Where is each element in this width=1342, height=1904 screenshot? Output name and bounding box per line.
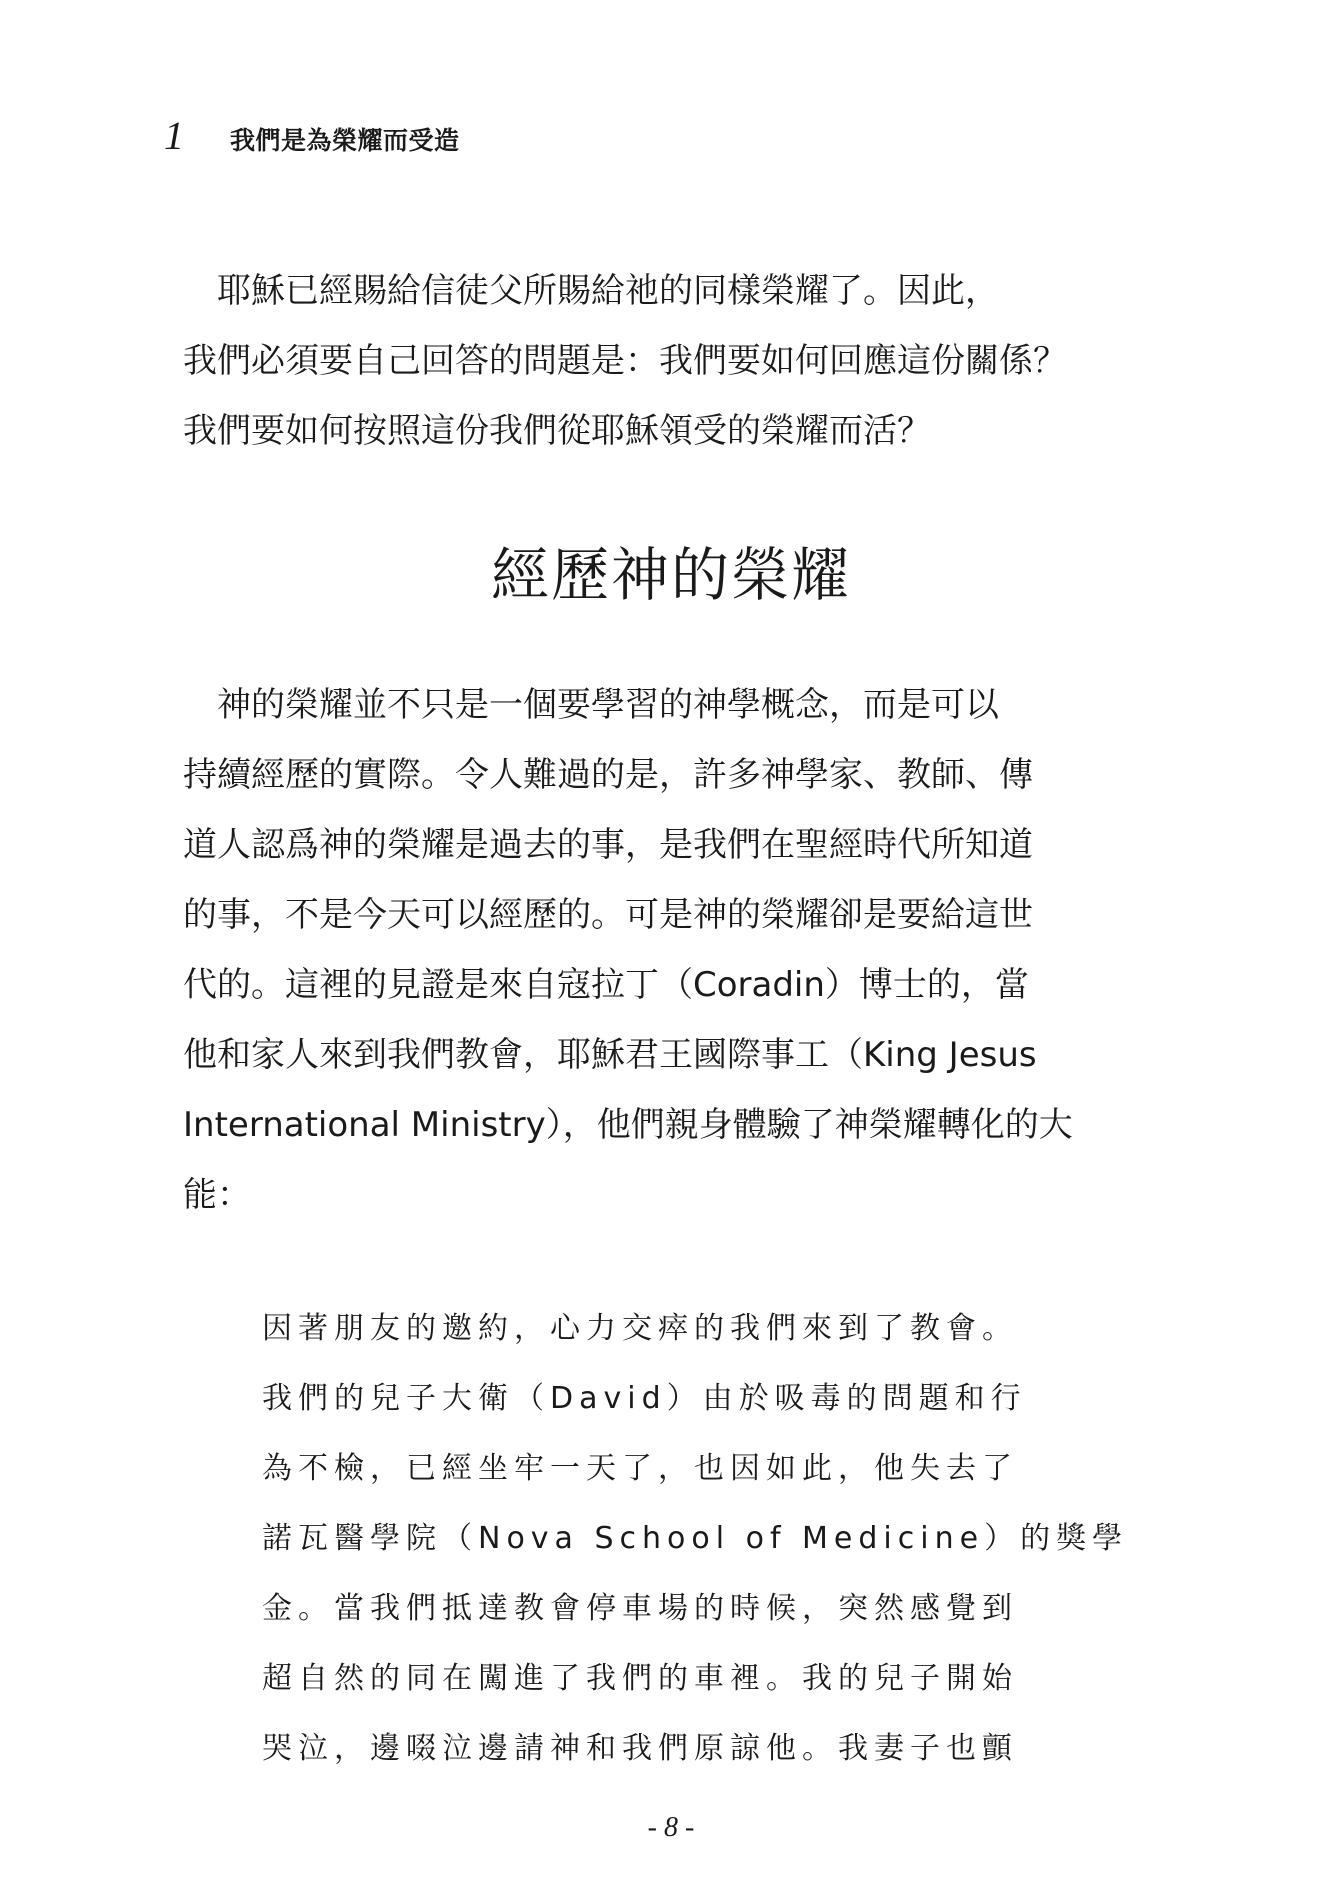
chapter-number: 1: [164, 113, 184, 158]
quote-line: 金。當我們抵達教會停車場的時候，突然感覺到: [262, 1591, 1018, 1626]
testimony-quote: [262, 1294, 1129, 1784]
paragraph-line: International Ministry），他們親身體驗了神榮耀轉化的大: [183, 1105, 1073, 1145]
quote-line: 哭泣，邊啜泣邊請神和我們原諒他。我妻子也顫: [262, 1731, 1018, 1766]
quote-line: 因著朋友的邀約，心力交瘁的我們來到了教會。: [262, 1311, 1018, 1346]
paragraph-line: 的事，不是今天可以經歷的。可是神的榮耀卻是要給這世: [183, 895, 1033, 935]
paragraph-line: 代的。這裡的見證是來自寇拉丁（Coradin）博士的，當: [183, 965, 1029, 1005]
paragraph-line: 耶穌已經賜給信徒父所賜給祂的同樣榮耀了。因此，: [183, 271, 999, 311]
quote-line: 諾瓦醫學院（Nova School of Medicine）的獎學: [262, 1521, 1129, 1556]
paragraph-line: 能：: [183, 1175, 251, 1215]
quote-line: 超自然的同在闖進了我們的車裡。我的兒子開始: [262, 1661, 1018, 1696]
main-paragraph: [183, 670, 1148, 1230]
paragraph-line: 持續經歷的實際。令人難過的是，許多神學家、教師、傳: [183, 755, 1033, 795]
section-heading: 經歷神的榮耀: [490, 541, 851, 609]
paragraph-line: 我們必須要自己回答的問題是：我們要如何回應這份關係？: [183, 341, 1067, 381]
paragraph-line: 道人認爲神的榮耀是過去的事，是我們在聖經時代所知道: [183, 825, 1033, 865]
running-header: [164, 112, 460, 162]
paragraph-line: 神的榮耀並不只是一個要學習的神學概念，而是可以: [183, 685, 999, 725]
chapter-title: 我們是為榮耀而受造: [230, 126, 460, 155]
quote-line: 為不檢，已經坐牢一天了，也因如此，他失去了: [262, 1451, 1018, 1486]
quote-line: 我們的兒子大衛（David）由於吸毒的問題和行: [262, 1381, 1027, 1416]
page-number: - 8 -: [647, 1812, 695, 1843]
intro-paragraph: [183, 256, 1148, 466]
paragraph-line: 我們要如何按照這份我們從耶穌領受的榮耀而活？: [183, 411, 931, 451]
paragraph-line: 他和家人來到我們教會，耶穌君王國際事工（King Jesus: [183, 1035, 1037, 1075]
